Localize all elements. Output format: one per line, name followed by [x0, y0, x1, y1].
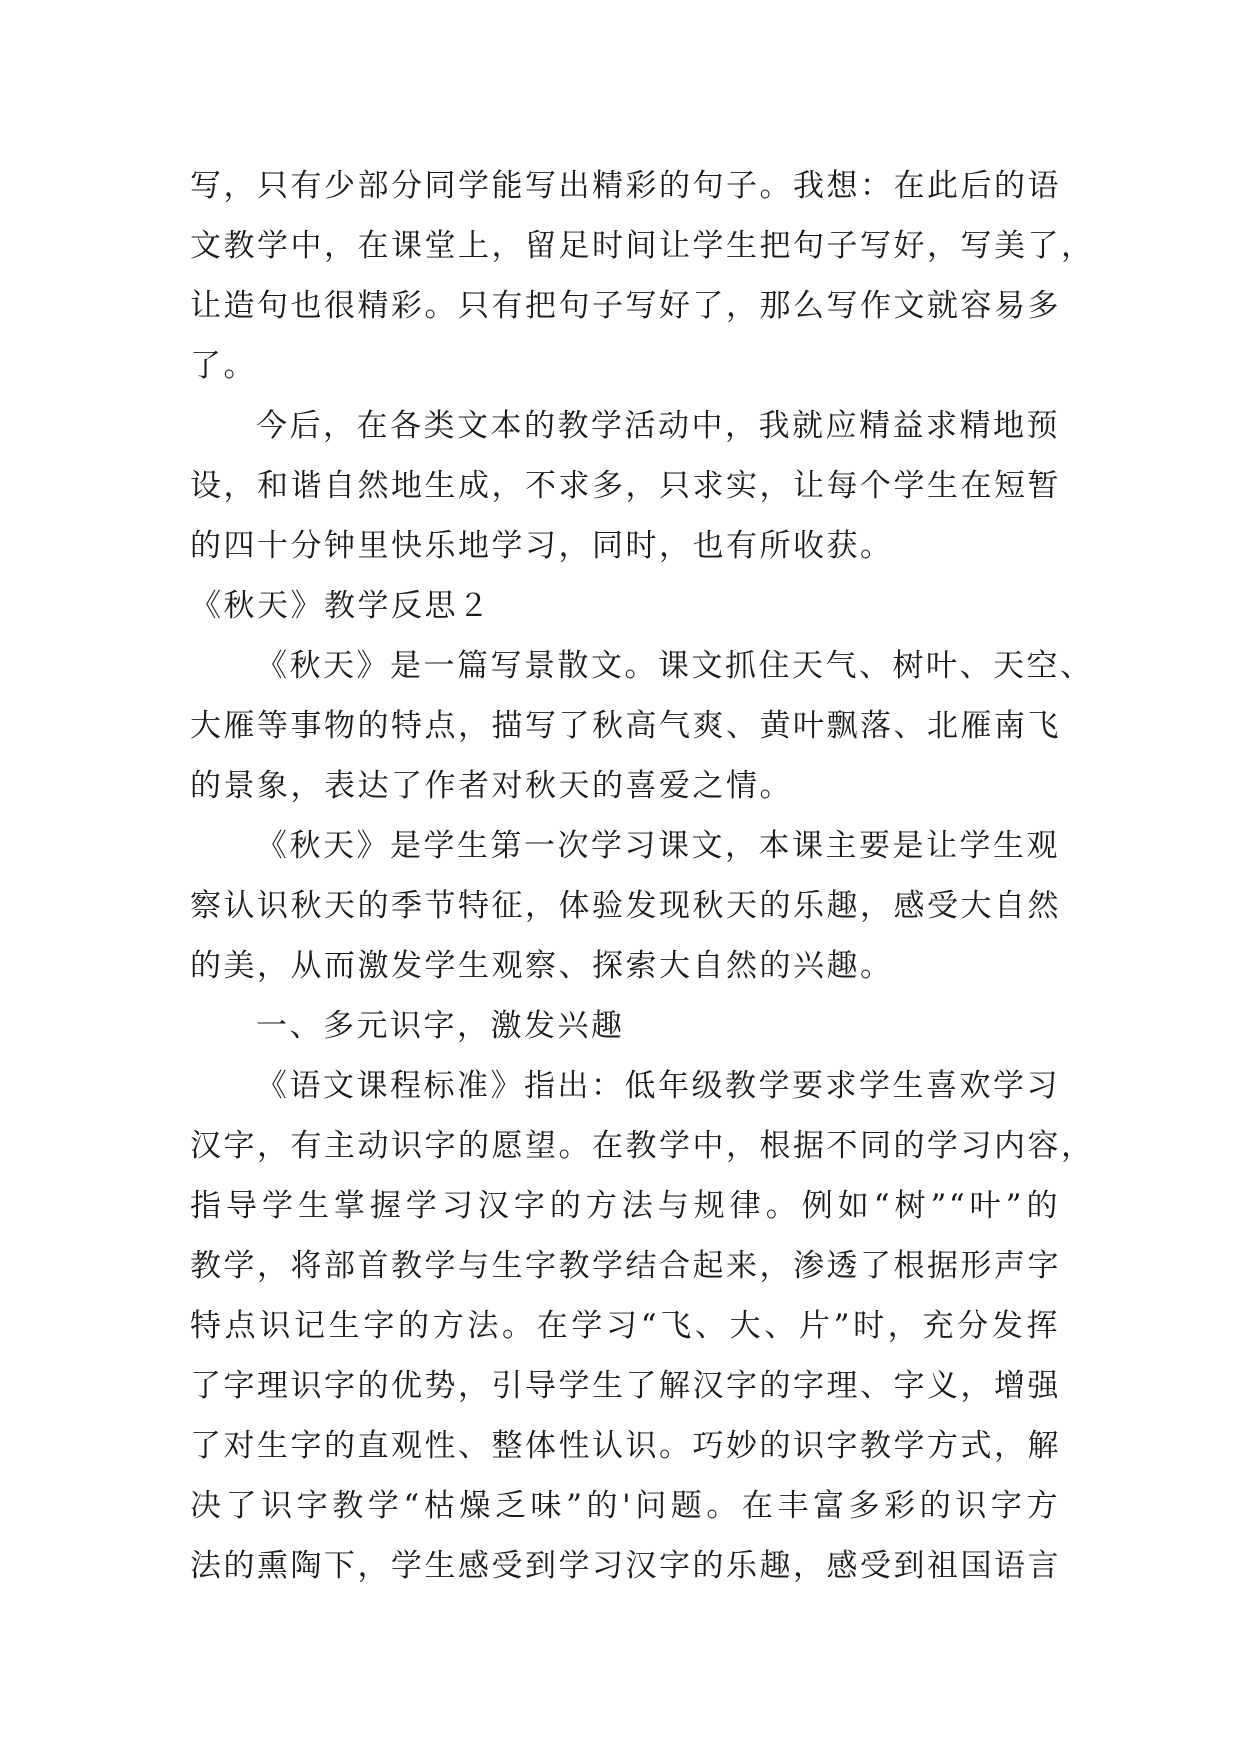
text-line: 的四十分钟里快乐地学习，同时，也有所收获。: [190, 528, 894, 564]
text-line: 指导学生掌握学习汉字的方法与规律。例如“树”“叶”的: [190, 1188, 1060, 1224]
text-line: 今后，在各类文本的教学活动中，我就应精益求精地预: [256, 408, 1060, 444]
text-line: 察认识秋天的季节特征，体验发现秋天的乐趣，感受大自然: [190, 888, 1061, 924]
text-line: 特点识记生字的方法。在学习“飞、大、片”时，充分发挥: [190, 1308, 1060, 1344]
text-line: 了。: [190, 348, 257, 384]
text-line: 写，只有少部分同学能写出精彩的句子。我想：在此后的语: [190, 168, 1061, 204]
subheading: 一、多元识字，激发兴趣: [256, 1008, 625, 1044]
text-line: 让造句也很精彩。只有把句子写好了，那么写作文就容易多: [190, 288, 1061, 324]
text-line: 汉字，有主动识字的愿望。在教学中，根据不同的学习内容，: [190, 1128, 1095, 1164]
text-line: 《秋天》是一篇写景散文。课文抓住天气、树叶、天空、: [256, 648, 1094, 684]
text-line: 文教学中，在课堂上，留足时间让学生把句子写好，写美了，: [190, 228, 1095, 264]
text-line: 大雁等事物的特点，描写了秋高气爽、黄叶飘落、北雁南飞: [190, 708, 1061, 744]
section-title: 《秋天》教学反思２: [190, 588, 492, 624]
text-line: 了对生字的直观性、整体性认识。巧妙的识字教学方式，解: [190, 1428, 1061, 1464]
text-line: 法的熏陶下，学生感受到学习汉字的乐趣，感受到祖国语言: [190, 1548, 1061, 1584]
text-line: 《秋天》是学生第一次学习课文，本课主要是让学生观: [256, 828, 1060, 864]
text-line: 设，和谐自然地生成，不求多，只求实，让每个学生在短暂: [190, 468, 1061, 504]
text-line: 决了识字教学“枯燥乏味”的'问题。在丰富多彩的识字方: [190, 1488, 1060, 1524]
text-line: 了字理识字的优势，引导学生了解汉字的字理、字义，增强: [190, 1368, 1061, 1404]
text-line: 教学，将部首教学与生字教学结合起来，渗透了根据形声字: [190, 1248, 1061, 1284]
document-body: [190, 156, 1095, 1596]
text-line: 的景象，表达了作者对秋天的喜爱之情。: [190, 768, 793, 804]
text-line: 《语文课程标准》指出：低年级教学要求学生喜欢学习: [256, 1068, 1060, 1104]
text-line: 的美，从而激发学生观察、探索大自然的兴趣。: [190, 948, 894, 984]
